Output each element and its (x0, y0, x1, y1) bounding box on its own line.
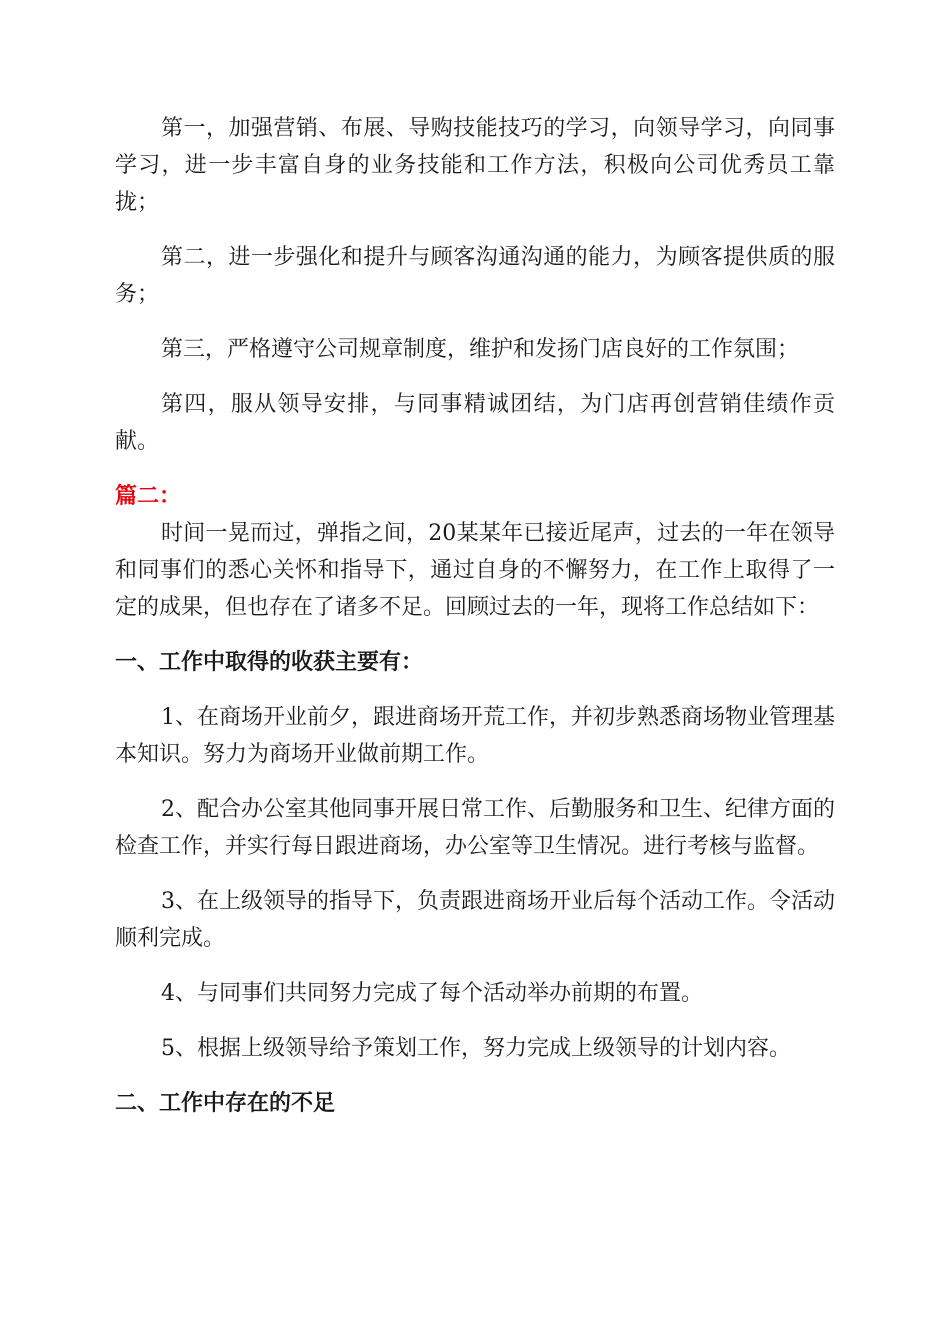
intro-paragraph: 时间一晃而过，弹指之间，20某某年已接近尾声，过去的一年在领导和同事们的悉心关怀和指导下，通过自身的不懈努力，在工作上取得了一定的成果，但也存在了诸多不足。回顾过去的一年，现将工作总结如下： (115, 521, 835, 620)
document-page (115, 110, 835, 1140)
paragraph-point-3: 第三，严格遵守公司规章制度，维护和发扬门店良好的工作氛围； (161, 337, 800, 362)
paragraph-point-1: 第一，加强营销、布展、导购技能技巧的学习，向领导学习，向同事学习，进一步丰富自身的业务技能和工作方法，积极向公司优秀员工靠拢； (115, 116, 835, 215)
list-item: 2、配合办公室其他同事开展日常工作、后勤服务和卫生、纪律方面的检查工作，并实行每日跟进商场，办公室等卫生情况。进行考核与监督。 (115, 797, 835, 859)
list-item: 3、在上级领导的指导下，负责跟进商场开业后每个活动工作。令活动顺利完成。 (115, 889, 835, 951)
section-title: 篇二： (115, 484, 182, 509)
list-item: 1、在商场开业前夕，跟进商场开荒工作，并初步熟悉商场物业管理基本知识。努力为商场开业做前期工作。 (115, 705, 835, 767)
list-item: 4、与同事们共同努力完成了每个活动举办前期的布置。 (161, 981, 703, 1006)
list-item: 5、根据上级领导给予策划工作，努力完成上级领导的计划内容。 (161, 1036, 791, 1061)
paragraph-point-2: 第二，进一步强化和提升与顾客沟通沟通的能力，为顾客提供质的服务； (115, 245, 835, 307)
heading-achievements: 一、工作中取得的收获主要有： (115, 650, 424, 675)
paragraph-point-4: 第四，服从领导安排，与同事精诚团结，为门店再创营销佳绩作贡献。 (115, 392, 835, 454)
heading-shortcomings: 二、工作中存在的不足 (115, 1091, 336, 1116)
